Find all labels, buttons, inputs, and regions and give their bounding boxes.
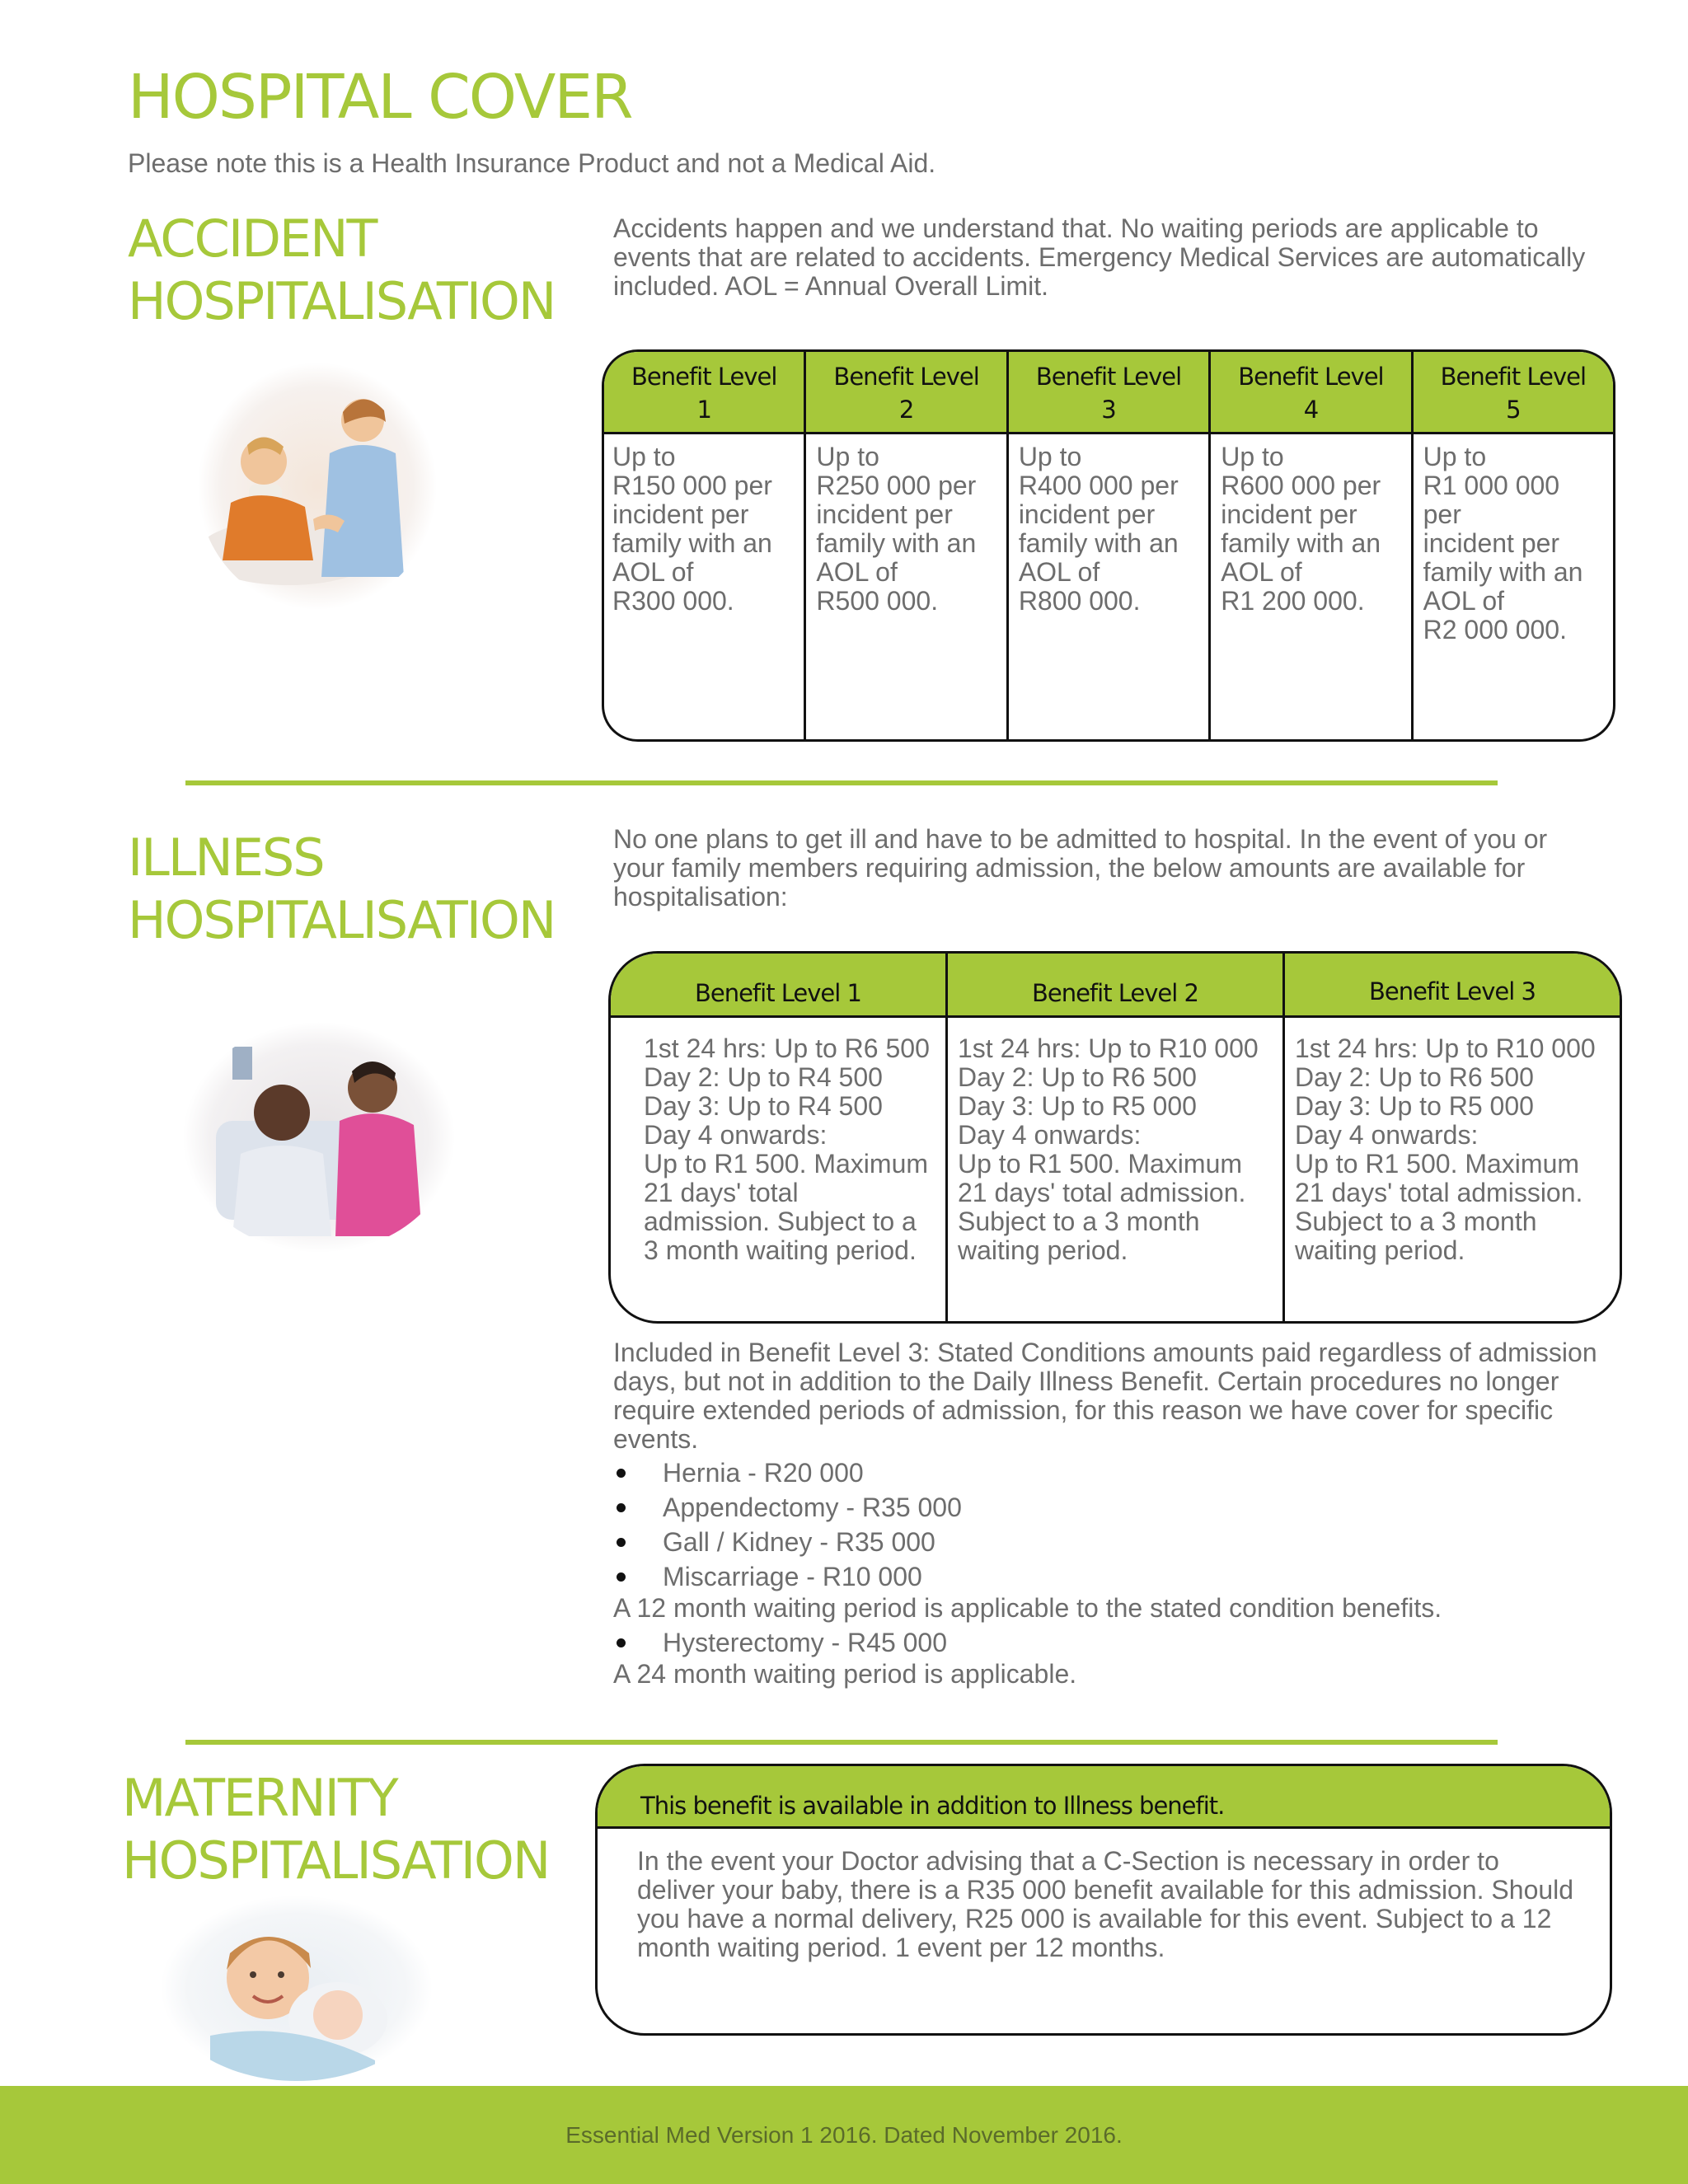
illness-level-1-head: Benefit Level 1 xyxy=(611,954,945,1018)
maternity-photo xyxy=(161,1896,433,2081)
accident-title xyxy=(128,208,555,333)
illness-title xyxy=(128,827,555,952)
hysterectomy-list xyxy=(613,1625,1602,1660)
bullet-icon xyxy=(617,1503,626,1512)
accident-level-4-head: Benefit Level 4 xyxy=(1211,352,1410,434)
accident-level-3-head: Benefit Level 3 xyxy=(1009,352,1208,434)
illness-level-3-body: 1st 24 hrs: Up to R10 000 Day 2: Up to R6 500 Day 3: Up to R5 000 Day 4 onwards: Up to R1 500. Maximum 21 days' total admission. Subject to a 3 month waiting period. xyxy=(1295,1033,1596,1265)
maternity-box-head: This benefit is available in addition to Illness benefit. xyxy=(598,1766,1610,1829)
bullet-icon xyxy=(617,1572,626,1582)
illness-level-2 xyxy=(945,954,1282,1321)
stated-conditions-list xyxy=(613,1455,1602,1594)
maternity-box-text: In the event your Doctor advising that a C-Section is necessary in order to deliver your baby, there is a R35 000 benefit available for this admission. Should you have a normal delivery, R25 000 is available for this event. Subject to a 12 month waiting period. 1 event per 12 months. xyxy=(637,1846,1574,1962)
accident-title-line1: ACCIDENT xyxy=(128,209,377,269)
maternity-benefit-box xyxy=(595,1764,1612,2036)
stated-conditions xyxy=(613,1455,1602,1688)
bullet-icon xyxy=(617,1538,626,1547)
stated-conditions-intro: Included in Benefit Level 3: Stated Conditions amounts paid regardless of admission days, but not in addition to the Daily Illness Benefit. Certain procedures no longer require extended periods of admission, for this reason we have cover for specific events. xyxy=(613,1338,1597,1454)
illness-photo xyxy=(183,1022,455,1253)
bullet-icon xyxy=(617,1638,626,1647)
maternity-title xyxy=(122,1767,549,1892)
waiting-period-24: A 24 month waiting period is applicable. xyxy=(613,1659,1077,1689)
illness-intro: No one plans to get ill and have to be admitted to hospital. In the event of you or your family members requiring admission, the below amounts are available for hospitalisation: xyxy=(613,824,1548,912)
condition-text: Appendectomy - R35 000 xyxy=(663,1493,962,1522)
accident-title-line2: HOSPITALISATION xyxy=(128,271,556,331)
accident-benefit-table xyxy=(602,349,1615,742)
illness-benefit-table xyxy=(608,951,1622,1324)
disclaimer-note: Please note this is a Health Insurance Product and not a Medical Aid. xyxy=(128,148,936,178)
illness-title-line1: ILLNESS xyxy=(128,827,324,888)
bullet-icon xyxy=(617,1469,626,1478)
condition-text: Hysterectomy - R45 000 xyxy=(663,1628,948,1657)
accident-photo xyxy=(198,363,437,610)
waiting-period-12: A 12 month waiting period is applicable to the stated condition benefits. xyxy=(613,1593,1442,1623)
page-title: HOSPITAL COVER xyxy=(128,62,632,133)
footer-text: Essential Med Version 1 2016. Dated November 2016. xyxy=(565,2121,1123,2148)
accident-level-1-head: Benefit Level 1 xyxy=(604,352,804,434)
illness-level-3 xyxy=(1282,954,1620,1321)
illness-level-1 xyxy=(611,954,945,1321)
accident-level-2-body: Up to R250 000 per incident per family with an AOL of R500 000. xyxy=(816,442,977,616)
section-divider xyxy=(185,780,1498,785)
section-divider xyxy=(185,1740,1498,1745)
illness-level-3-head: Benefit Level 3 xyxy=(1285,954,1620,1018)
accident-level-5 xyxy=(1411,352,1613,739)
illness-level-2-body: 1st 24 hrs: Up to R10 000 Day 2: Up to R6 500 Day 3: Up to R5 000 Day 4 onwards: Up to R1 500. Maximum 21 days' total admission. Subject to a 3 month waiting period. xyxy=(958,1033,1259,1265)
accident-level-5-head: Benefit Level 5 xyxy=(1414,352,1613,434)
condition-text: Miscarriage - R10 000 xyxy=(663,1562,922,1591)
accident-level-3-body: Up to R400 000 per incident per family with an AOL of R800 000. xyxy=(1018,442,1179,616)
list-item xyxy=(613,1625,1602,1660)
maternity-title-line1: MATERNITY xyxy=(122,1768,397,1828)
condition-text: Hernia - R20 000 xyxy=(663,1458,864,1488)
list-item xyxy=(613,1455,1602,1490)
list-item xyxy=(613,1490,1602,1525)
accident-level-4 xyxy=(1208,352,1410,739)
accident-level-4-body: Up to R600 000 per incident per family with an AOL of R1 200 000. xyxy=(1221,442,1381,616)
list-item xyxy=(613,1525,1602,1559)
maternity-title-line2: HOSPITALISATION xyxy=(122,1830,550,1891)
accident-level-2 xyxy=(804,352,1006,739)
accident-level-1 xyxy=(604,352,804,739)
illness-level-1-body: 1st 24 hrs: Up to R6 500 Day 2: Up to R4 500 Day 3: Up to R4 500 Day 4 onwards: Up to R1 500. Maximum 21 days' total admission. Subject to a 3 month waiting period. xyxy=(644,1033,930,1265)
footer-bar xyxy=(0,2086,1688,2184)
accident-intro: Accidents happen and we understand that. No waiting periods are applicable to events that are related to accidents. Emergency Medical Services are automatically included. AOL = Annual Overall Limit. xyxy=(613,213,1586,301)
accident-level-2-head: Benefit Level 2 xyxy=(806,352,1006,434)
condition-text: Gall / Kidney - R35 000 xyxy=(663,1527,935,1557)
accident-level-1-body: Up to R150 000 per incident per family with an AOL of R300 000. xyxy=(612,442,772,616)
illness-level-2-head: Benefit Level 2 xyxy=(948,954,1282,1018)
accident-level-5-body: Up to R1 000 000 per incident per family with an AOL of R2 000 000. xyxy=(1423,442,1583,644)
accident-level-3 xyxy=(1006,352,1208,739)
illness-title-line2: HOSPITALISATION xyxy=(128,890,556,950)
list-item xyxy=(613,1559,1602,1594)
